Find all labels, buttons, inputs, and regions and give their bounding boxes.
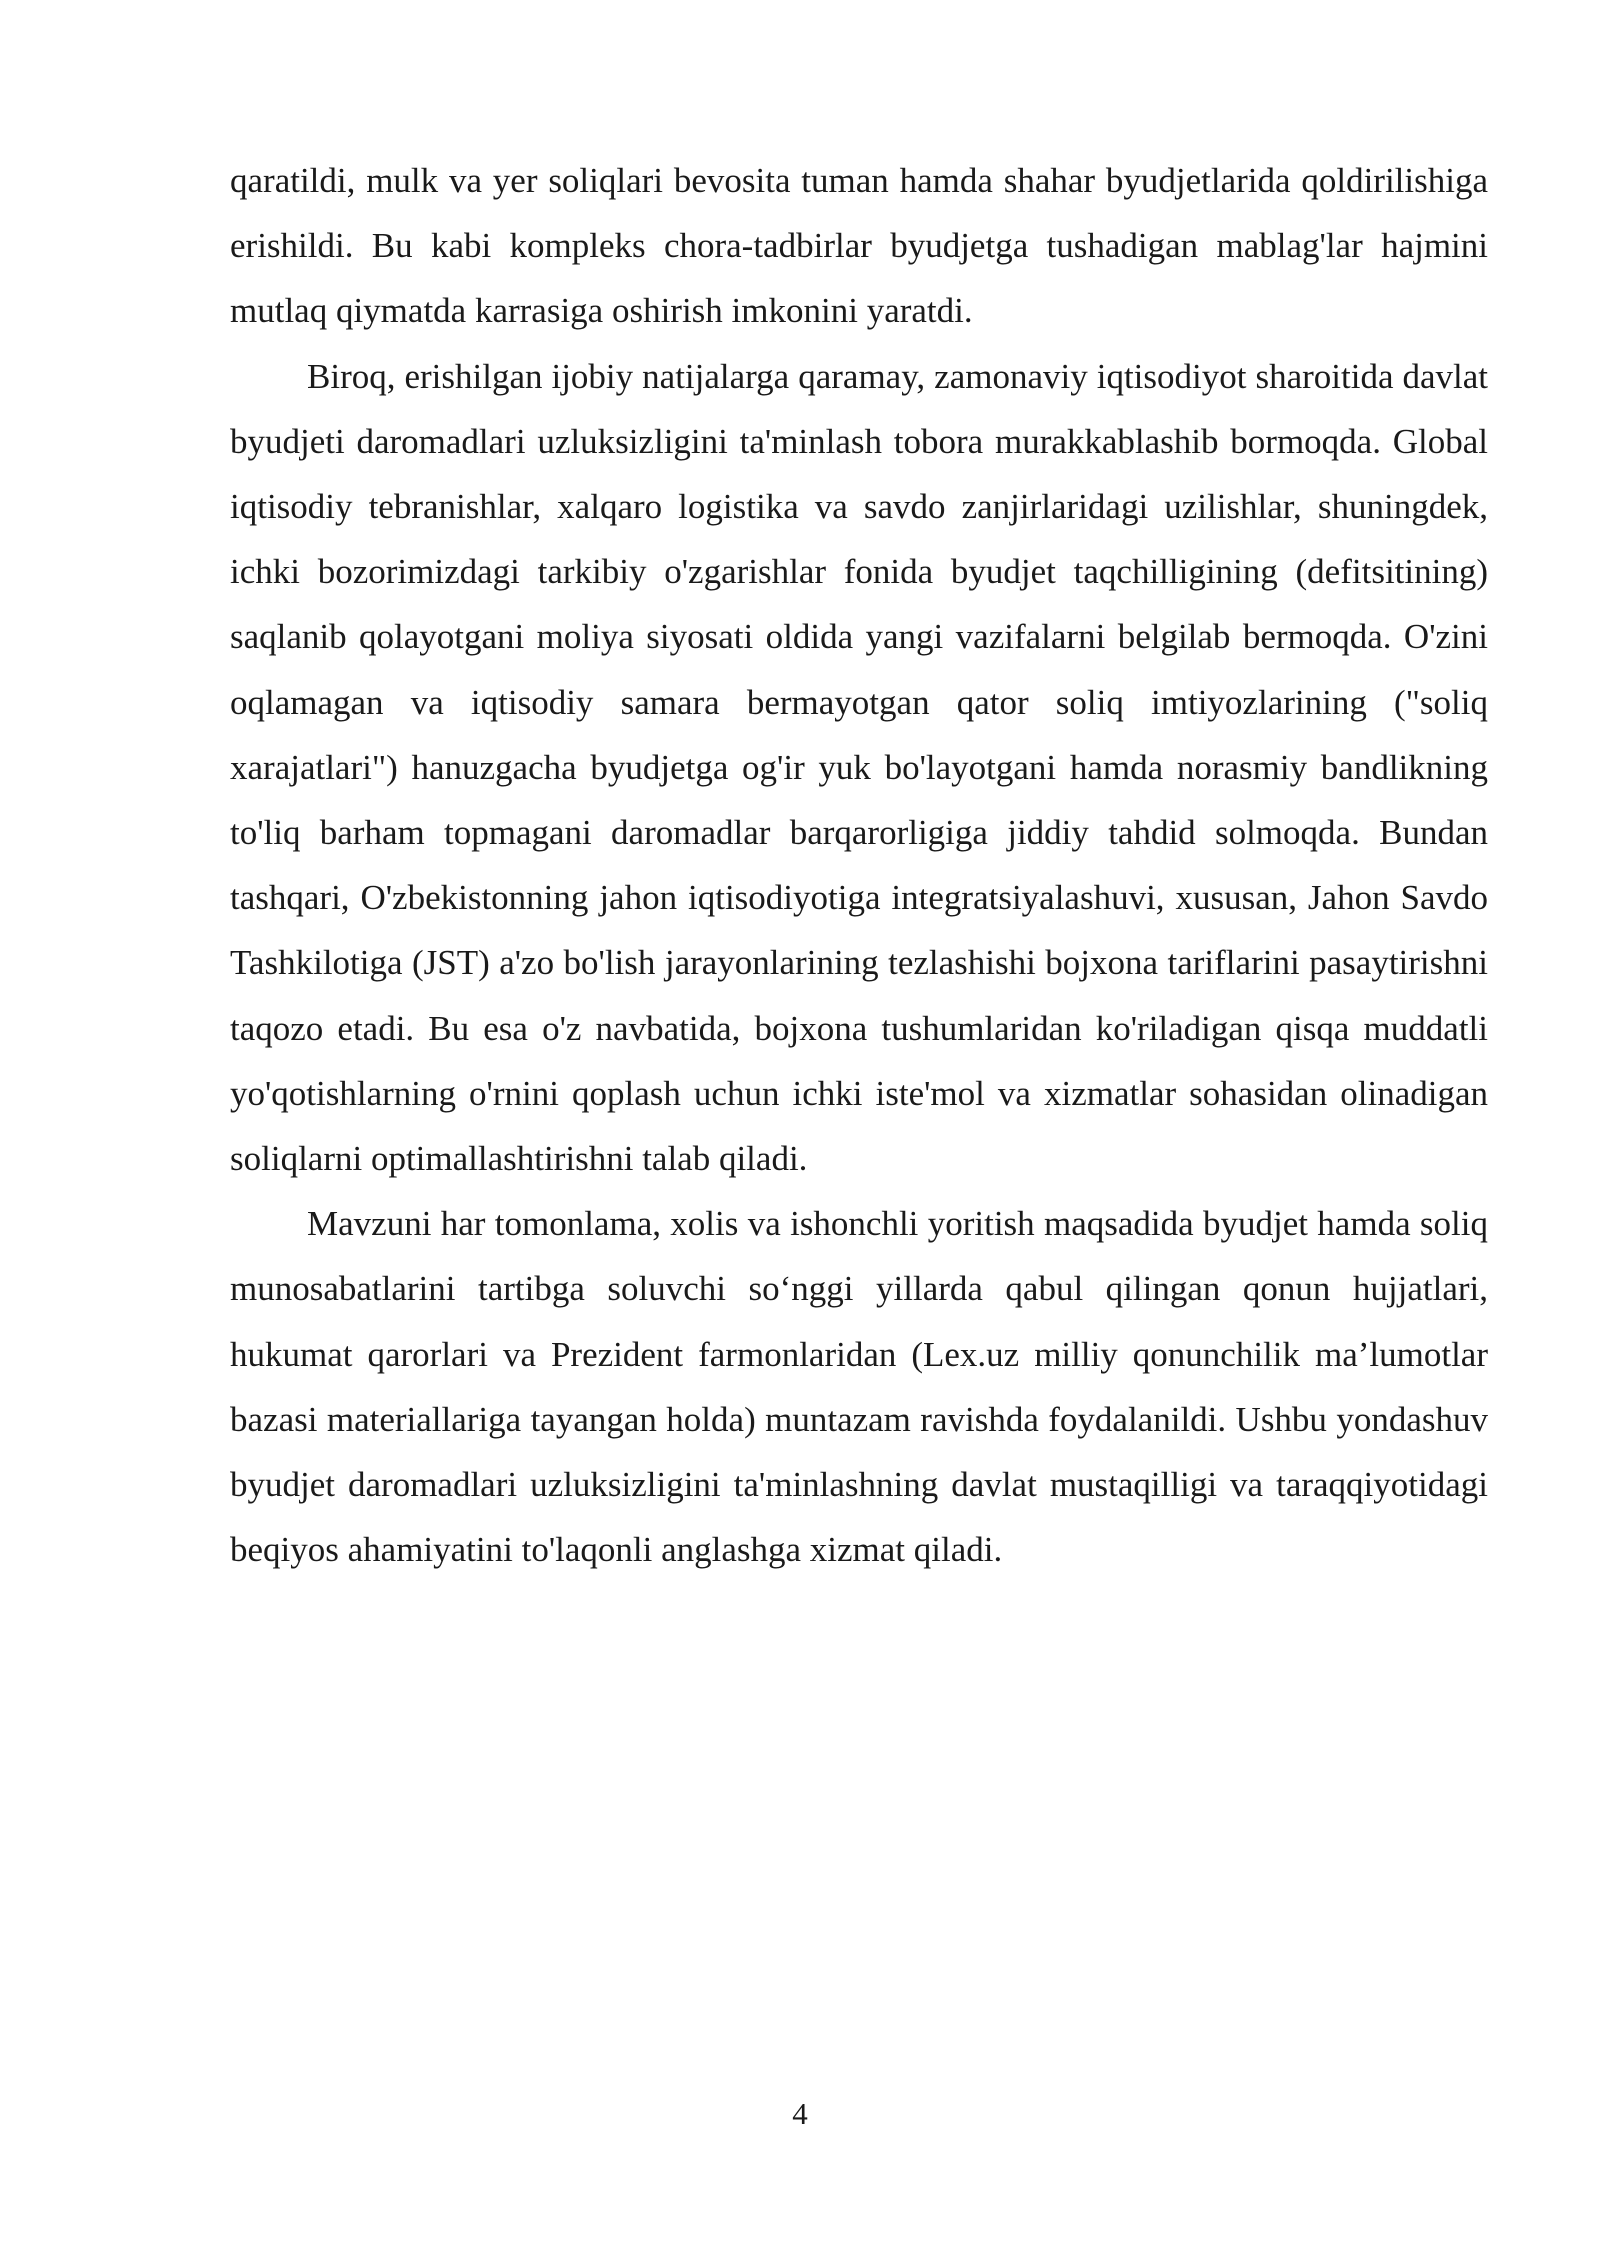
body-text (230, 148, 1488, 1582)
paragraph-sources: Mavzuni har tomonlama, xolis va ishonchli yoritish maqsadida byudjet hamda soliq munosabatlarini tartibga soluvchi so‘nggi yillarda qabul qilingan qonun hujjatlari, hukumat qarorlari va Prezident farmonlaridan (Lex.uz milliy qonunchilik ma’lumotlar bazasi materiallariga tayangan holda) muntazam ravishda foydalanildi. Ushbu yondashuv byudjet daromadlari uzluksizligini ta'minlashning davlat mustaqilligi va taraqqiyotidagi beqiyos ahamiyatini to'laqonli anglashga xizmat qiladi. (230, 1204, 1488, 1570)
paragraph-budget-challenges: Biroq, erishilgan ijobiy natijalarga qaramay, zamonaviy iqtisodiyot sharoitida davlat byudjeti daromadlari uzluksizligini ta'minlash tobora murakkablashib bormoqda. Global iqtisodiy tebranishlar, xalqaro logistika va savdo zanjirlaridagi uzilishlar, shuningdek, ichki bozorimizdagi tarkibiy o'zgarishlar fonida byudjet taqchilligining (defitsitining) saqlanib qolayotgani moliya siyosati oldida yangi vazifalarni belgilab bermoqda. O'zini oqlamagan va iqtisodiy samara bermayotgan qator soliq imtiyozlarining ("soliq xarajatlari") hanuzgacha byudjetga og'ir yuk bo'layotgani hamda norasmiy bandlikning to'liq barham topmagani daromadlar barqarorligiga jiddiy tahdid solmoqda. Bundan tashqari, O'zbekistonning jahon iqtisodiyotiga integratsiyalashuvi, xususan, Jahon Savdo Tashkilotiga (JST) a'zo bo'lish jarayonlarining tezlashishi bojxona tariflarini pasaytirishni taqozo etadi. Bu esa o'z navbatida, bojxona tushumlaridan ko'riladigan qisqa muddatli yo'qotishlarning o'rnini qoplash uchun ichki iste'mol va xizmatlar sohasidan olinadigan soliqlarni optimallashtirishni talab qiladi. (230, 356, 1488, 1179)
page-number: 4 (792, 2096, 808, 2131)
paragraph-continuation: qaratildi, mulk va yer soliqlari bevosita tuman hamda shahar byudjetlarida qoldirilishiga erishildi. Bu kabi kompleks chora-tadbirlar byudjetga tushadigan mablag'lar hajmini mutlaq qiymatda karrasiga oshirish imkonini yaratdi. (230, 161, 1488, 331)
